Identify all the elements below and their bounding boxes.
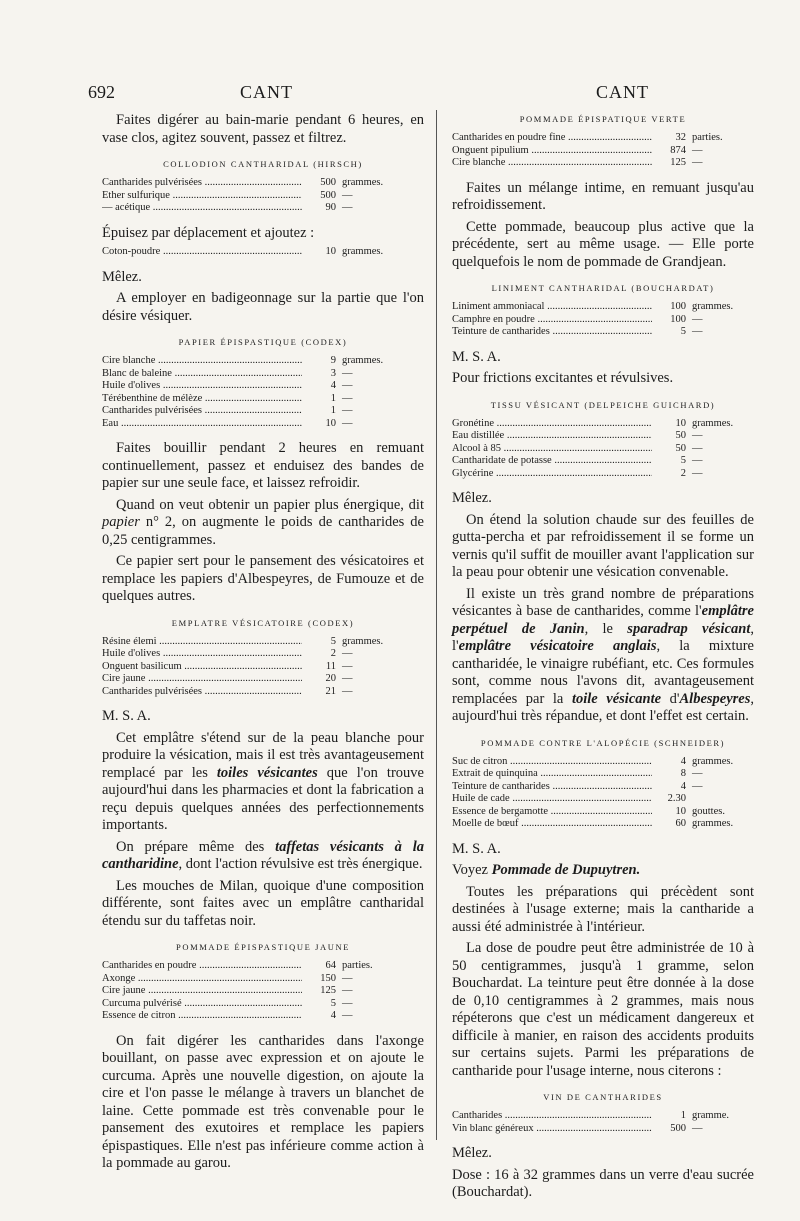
paragraph: A employer en badigeonnage sur la partie que l'on désire vésiquer. <box>102 290 424 324</box>
ingredient-unit: — <box>692 442 703 454</box>
ingredient-unit: parties. <box>692 132 723 143</box>
ingredient-name: Coton-poudre ..... <box>102 246 302 259</box>
emphasis-text: Albespeyres <box>679 690 751 707</box>
paragraph: Mêlez. <box>452 1145 492 1161</box>
paragraph <box>102 839 424 874</box>
ingredient-row <box>452 455 754 468</box>
ingredient-qty: 8 <box>680 768 686 779</box>
paragraph: M. S. A. <box>102 708 151 724</box>
ingredient-unit: — <box>342 997 353 1009</box>
ingredient-name: Cantharides en poudre fine ..... <box>452 132 652 145</box>
ingredient-qty: 10 <box>325 417 336 429</box>
ingredient-qty: 5 <box>680 455 686 466</box>
recipe-heading-papier: PAPIER ÉPISPASTIQUE (CODEX) <box>178 337 348 347</box>
text-run: , aujourd'hui très répandue, et dont l'effet est certain. <box>452 690 755 724</box>
ingredient-row <box>452 443 754 456</box>
ingredient-name: Cantharides pulvérisées ..... <box>102 405 302 418</box>
ingredient-row <box>452 326 754 339</box>
ingredient-unit: grammes. <box>342 635 384 647</box>
ingredient-unit: — <box>342 417 353 429</box>
ingredient-unit: — <box>692 144 703 156</box>
ingredient-unit: — <box>342 380 353 391</box>
ingredient-name: Camphre en poudre ..... <box>452 314 652 327</box>
text-run: On prépare même des <box>116 838 276 855</box>
left-column <box>102 112 424 1177</box>
ingredient-row <box>102 636 424 649</box>
ingredient-name: Résine élemi ..... <box>102 636 302 649</box>
ingredient-name: Cire jaune ..... <box>102 985 302 998</box>
ingredient-name: Suc de citron ..... <box>452 756 652 769</box>
ingredient-name: Onguent basilicum ..... <box>102 661 302 674</box>
text-run: , l' <box>452 620 754 654</box>
ingredient-qty: 20 <box>325 673 336 684</box>
ingredient-qty: 9 <box>330 355 336 366</box>
ingredient-name: Cire blanche ..... <box>102 355 302 368</box>
ingredient-row <box>452 1110 754 1123</box>
ingredient-name: Huile d'olives ..... <box>102 380 302 393</box>
ingredient-name: Eau distillée ..... <box>452 430 652 443</box>
ingredient-name: Teinture de cantharides ..... <box>452 326 652 339</box>
ingredient-row <box>102 246 424 259</box>
ingredient-name: Moelle de bœuf ..... <box>452 818 652 831</box>
ingredient-row <box>452 314 754 327</box>
ingredient-row <box>102 418 424 431</box>
paragraph <box>102 497 424 550</box>
emphasis-text: emplâtre perpétuel de Janin <box>452 603 754 637</box>
ingredient-name: Teinture de cantharides ..... <box>452 781 652 794</box>
recipe-heading-alopecie: POMMADE CONTRE L'ALOPÉCIE (SCHNEIDER) <box>480 737 726 748</box>
ingredient-qty: 125 <box>320 985 336 996</box>
paragraph: Pour frictions excitantes et révulsives. <box>452 370 674 386</box>
ingredient-row <box>452 768 754 781</box>
ingredient-unit: gouttes. <box>692 805 725 817</box>
ingredient-qty: 3 <box>330 367 336 379</box>
ingredient-row <box>102 985 424 998</box>
recipe-heading-pommade-verte: POMMADE ÉPISPATIQUE VERTE <box>519 114 687 124</box>
recipe-vin <box>452 1110 754 1135</box>
ingredient-row <box>102 355 424 368</box>
ingredient-qty: 5 <box>330 635 336 647</box>
ingredient-unit: — <box>692 768 703 779</box>
ingredient-name: Térébenthine de mélèze ..... <box>102 393 302 406</box>
emphasis-text: sparadrap vésicant <box>627 620 751 637</box>
paragraph: On fait digérer les cantharides dans l'axonge bouillant, on passe avec expression et on ajoute le curcuma. Après une nouvelle digestion, on ajoute la cire et l'on passe le mélange à travers un blanchet de laine. Cette pommade est très convenable pour le pansement des exutoires et remplace les papiers épispastiques. Elle n'est pas inférieure comme action à la pommade au garou. <box>102 1032 424 1171</box>
text-run: Cet emplâtre s'étend sur de la peau blanche pour produire la vésication, mais il est très avantageusement remplacé par les <box>102 729 424 781</box>
ingredient-unit: — <box>692 455 703 466</box>
ingredient-qty: 64 <box>325 960 336 971</box>
ingredient-qty: 500 <box>320 177 336 188</box>
text-run: n° 2, on augmente le poids de cantharides de 0,25 centigrammes. <box>102 514 424 548</box>
ingredient-name: Glycérine ..... <box>452 468 652 481</box>
ingredient-name: Onguent pipulium ..... <box>452 145 652 158</box>
recipe-heading-emplatre: EMPLATRE VÉSICATOIRE (CODEX) <box>171 617 355 628</box>
text-run: , la mixture cantharidée, le vinaigre rubéfiant, etc. Ces formules sont, comme nous l'avons dit, avantageusement remplacées par la <box>452 638 754 707</box>
ingredient-qty: 1 <box>680 1110 686 1121</box>
ingredient-qty: 5 <box>680 326 686 337</box>
ingredient-name: Cantharides en poudre ..... <box>102 960 302 973</box>
ingredient-qty: 2 <box>330 648 336 659</box>
ingredient-row <box>102 1010 424 1023</box>
paragraph: M. S. A. <box>452 348 501 365</box>
ingredient-name: Eau ..... <box>102 418 302 431</box>
recipe-collodion-addition <box>102 246 424 259</box>
ingredient-row <box>102 405 424 418</box>
ingredient-unit: — <box>692 326 703 337</box>
ingredient-unit: — <box>342 392 353 404</box>
ingredient-qty: 21 <box>325 685 336 697</box>
ingredient-unit: grammes. <box>342 355 384 366</box>
ingredient-unit: — <box>692 780 703 792</box>
ingredient-unit: — <box>342 972 353 984</box>
ingredient-unit: — <box>342 367 353 379</box>
ingredient-unit: grammes. <box>692 301 734 312</box>
ingredient-name: Huile de cade ..... <box>452 793 652 806</box>
header-right-word: CANT <box>596 82 649 102</box>
ingredient-name: Axonge ..... <box>102 973 302 986</box>
ingredient-unit: — <box>692 1122 703 1134</box>
paragraph: Mêlez. <box>102 268 142 285</box>
ingredient-name: Gronétine ..... <box>452 418 652 431</box>
ingredient-row <box>102 998 424 1011</box>
recipe-heading-vin: VIN DE CANTHARIDES <box>543 1092 663 1102</box>
ingredient-unit: grammes. <box>342 177 384 188</box>
page-number: 692 <box>88 82 115 102</box>
ingredient-unit: grammes. <box>692 818 734 829</box>
ingredient-qty: 50 <box>675 442 686 454</box>
intro-paragraph: Faites digérer au bain-marie pendant 6 heures, en vase clos, agitez souvent, passez et filtrez. <box>102 112 424 146</box>
ingredient-row <box>452 781 754 794</box>
recipe-alopecie <box>452 756 754 831</box>
ingredient-name: Extrait de quinquina ..... <box>452 768 652 781</box>
ingredient-row <box>102 673 424 686</box>
ingredient-qty: 1 <box>330 405 336 416</box>
ingredient-unit: grammes. <box>342 246 384 257</box>
ingredient-unit: — <box>342 405 353 416</box>
paragraph: La dose de poudre peut être administrée de 10 à 50 centigrammes, jusqu'à 1 gramme, selon Bouchardat. La teinture peut être donnée à la dose de 0,10 centigrammes à 2 grammes, mais nous répéterons que c'est un médicament dangereux et difficile à manier, en raison des accidents produits sur certains sujets. Parmi les préparations de cantharide pour l'usage interne, nous citerons : <box>452 940 754 1079</box>
ingredient-unit: — <box>342 648 353 659</box>
ingredient-qty: 11 <box>325 660 336 672</box>
text-run: d' <box>661 690 680 707</box>
recipe-pommade-jaune <box>102 960 424 1023</box>
ingredient-row <box>452 468 754 481</box>
ingredient-unit: — <box>342 202 353 213</box>
ingredient-qty: 100 <box>670 301 686 312</box>
ingredient-qty: 4 <box>680 780 686 792</box>
ingredient-name: Alcool à 85 ..... <box>452 443 652 456</box>
emphasis-text: papier <box>102 514 140 530</box>
running-header <box>88 82 730 106</box>
ingredient-row <box>452 818 754 831</box>
ingredient-row <box>102 973 424 986</box>
ingredient-row <box>102 190 424 203</box>
paragraph <box>452 862 754 880</box>
ingredient-row <box>102 960 424 973</box>
ingredient-row <box>102 380 424 393</box>
ingredient-row <box>102 686 424 699</box>
ingredient-name: Ether sulfurique ..... <box>102 190 302 203</box>
ingredient-name: Blanc de baleine ..... <box>102 368 302 381</box>
text-run: Quand on veut obtenir un papier plus énergique, dit <box>116 496 424 513</box>
ingredient-name: Cantharides pulvérisées ..... <box>102 686 302 699</box>
text-run: que l'on trouve aujourd'hui dans les pharmacies et dont la fabrication a reçu depuis quelques années des perfectionnements importants. <box>102 764 424 833</box>
ingredient-name: Huile d'olives ..... <box>102 648 302 661</box>
ingredient-qty: 500 <box>670 1122 686 1134</box>
text-run: Il existe un très grand nombre de préparations vésicantes à base de cantharides, comme l' <box>452 585 754 619</box>
ingredient-qty: 874 <box>670 144 686 156</box>
ingredient-qty: 2.30 <box>667 793 686 804</box>
recipe-collodion <box>102 177 424 215</box>
paragraph: Ce papier sert pour le pansement des vésicatoires et remplace les papiers d'Albespeyres, de Fumouze et de quelques autres. <box>102 553 424 604</box>
ingredient-row <box>452 430 754 443</box>
ingredient-row <box>102 393 424 406</box>
ingredient-unit: — <box>692 430 703 441</box>
ingredient-qty: 60 <box>675 818 686 829</box>
ingredient-name: Cantharidate de potasse ..... <box>452 455 652 468</box>
ingredient-qty: 4 <box>680 755 686 767</box>
ingredient-row <box>452 157 754 170</box>
ingredient-row <box>102 648 424 661</box>
paragraph: M. S. A. <box>452 840 501 857</box>
ingredient-row <box>102 177 424 190</box>
ingredient-qty: 4 <box>330 380 336 391</box>
ingredient-unit: — <box>692 313 703 325</box>
emphasis-text: emplâtre vésicatoire anglais <box>458 638 657 654</box>
ingredient-name: Cire jaune ..... <box>102 673 302 686</box>
ingredient-unit: — <box>342 660 353 672</box>
ingredient-qty: 125 <box>670 157 686 168</box>
ingredient-name: Essence de bergamotte ..... <box>452 806 652 819</box>
ingredient-unit <box>686 793 754 806</box>
ingredient-row <box>452 793 754 806</box>
paragraph: Les mouches de Milan, quoique d'une composition différente, sont faites avec un emplâtre cantharidal étendu sur du taffetas noir. <box>102 877 424 929</box>
ingredient-unit: grammes. <box>692 755 734 767</box>
recipe-tissu <box>452 418 754 481</box>
ingredient-row <box>102 661 424 674</box>
ingredient-unit: — <box>342 685 353 697</box>
recipe-papier <box>102 355 424 430</box>
ingredient-unit: — <box>692 157 703 168</box>
header-left-word: CANT <box>240 82 293 102</box>
emphasis-text: toile vésicante <box>571 690 662 707</box>
ingredient-unit: — <box>342 985 353 996</box>
ingredient-unit: — <box>342 673 353 684</box>
paragraph: On étend la solution chaude sur des feuilles de gutta-percha et par refroidissement il se forme un vernis qu'il suffit de mouiller avant l'application sur la peau pour obtenir une vésication convenable. <box>452 511 754 580</box>
paragraph: Cette pommade, beaucoup plus active que la précédente, sert au même usage. — Elle porte quelquefois le nom de pommade de Grandjean. <box>452 218 754 270</box>
ingredient-qty: 4 <box>330 1010 336 1021</box>
recipe-emplatre <box>102 636 424 699</box>
ingredient-unit: — <box>692 467 703 479</box>
ingredient-row <box>452 145 754 158</box>
ingredient-qty: 50 <box>675 430 686 441</box>
ingredient-qty: 10 <box>325 246 336 257</box>
ingredient-qty: 500 <box>320 189 336 201</box>
paragraph <box>452 586 754 726</box>
text-run: Voyez <box>452 862 492 878</box>
ingredient-row <box>452 418 754 431</box>
ingredient-qty: 32 <box>675 132 686 143</box>
paragraph: Toutes les préparations qui précèdent sont destinées à l'usage externe; mais la cantharide a aussi été administrée à l'intérieur. <box>452 883 754 935</box>
ingredient-row <box>452 132 754 145</box>
ingredient-unit: gramme. <box>692 1110 730 1121</box>
ingredient-row <box>102 368 424 381</box>
ingredient-unit: grammes. <box>692 417 734 429</box>
ingredient-name: Cire blanche ..... <box>452 157 652 170</box>
paragraph: Faites bouillir pendant 2 heures en remuant continuellement, passez et enduisez des bandes de papier sur une seule face, et laissez refroidir. <box>102 440 424 491</box>
text-run: , dont l'action révulsive est très énergique. <box>178 856 423 872</box>
ingredient-name: Curcuma pulvérisé ..... <box>102 998 302 1011</box>
recipe-heading-pommade-jaune: POMMADE ÉPISPASTIQUE JAUNE <box>176 942 350 952</box>
paragraph <box>102 730 424 835</box>
ingredient-row <box>452 756 754 769</box>
ingredient-name: Cantharides pulvérisées ..... <box>102 177 302 190</box>
recipe-heading-tissu: TISSU VÉSICANT (DELPEICHE GUICHARD) <box>490 399 716 410</box>
ingredient-qty: 10 <box>675 805 686 817</box>
ingredient-row <box>102 202 424 215</box>
ingredient-name: Cantharides ..... <box>452 1110 652 1123</box>
ingredient-qty: 90 <box>325 202 336 213</box>
ingredient-qty: 10 <box>675 417 686 429</box>
right-column <box>452 112 754 1206</box>
recipe-heading-collodion: COLLODION CANTHARIDAL (HIRSCH) <box>163 159 363 169</box>
ingredient-row <box>452 1123 754 1136</box>
ingredient-unit: parties. <box>342 960 373 971</box>
emphasis-text: Pommade de Dupuytren. <box>491 862 641 878</box>
emphasis-text: taffetas vésicants à la cantharidine <box>102 838 424 872</box>
recipe-pommade-verte <box>452 132 754 170</box>
ingredient-qty: 5 <box>330 997 336 1009</box>
emphasis-text: toiles vésicantes <box>216 764 318 781</box>
ingredient-qty: 100 <box>670 313 686 325</box>
ingredient-name: — acétique ..... <box>102 202 302 215</box>
text-run: , le <box>584 620 628 637</box>
ingredient-qty: 2 <box>680 467 686 479</box>
paragraph: Faites un mélange intime, en remuant jusqu'au refroidissement. <box>452 179 754 213</box>
recipe-heading-liniment: LINIMENT CANTHARIDAL (BOUCHARDAT) <box>491 283 715 293</box>
recipe-liniment <box>452 301 754 339</box>
ingredient-name: Liniment ammoniacal ..... <box>452 301 652 314</box>
paragraph: Dose : 16 à 32 grammes dans un verre d'eau sucrée (Bouchardat). <box>452 1166 754 1200</box>
ingredient-unit: — <box>342 189 353 201</box>
ingredient-row <box>452 301 754 314</box>
ingredient-name: Vin blanc généreux ..... <box>452 1123 652 1136</box>
ingredient-qty: 1 <box>330 392 336 404</box>
ingredient-row <box>452 806 754 819</box>
paragraph: Mêlez. <box>452 490 492 506</box>
ingredient-name: Essence de citron ..... <box>102 1010 302 1023</box>
ingredient-unit: — <box>342 1010 353 1021</box>
ingredient-qty: 150 <box>320 972 336 984</box>
column-divider <box>436 110 437 1140</box>
paragraph: Épuisez par déplacement et ajoutez : <box>102 224 315 241</box>
